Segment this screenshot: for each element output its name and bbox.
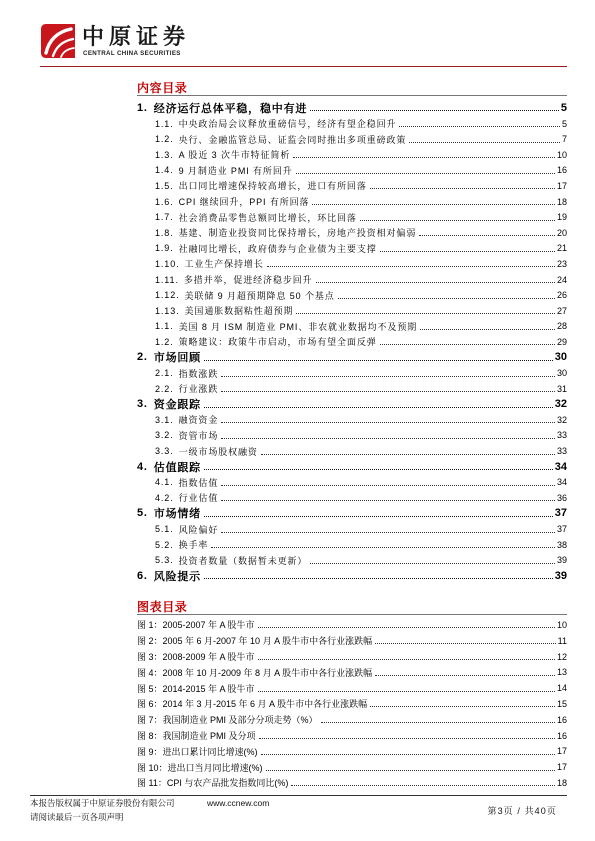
toc-leader — [221, 532, 555, 533]
toc-leader — [420, 329, 555, 330]
toc-entry-number: 5.3. — [155, 555, 174, 566]
toc-leader — [293, 157, 555, 158]
toc-entry-page: 34 — [554, 460, 567, 473]
toc-subsection-entry[interactable] — [137, 209, 567, 225]
toc-entry-title: 指数估值 — [178, 477, 219, 488]
toc-entry-page: 18 — [556, 196, 567, 207]
toc-entry-number: 5.1. — [155, 524, 174, 535]
toc-leader — [204, 578, 553, 579]
toc-entry-number: 1.12. — [155, 290, 180, 301]
figure-entry-title: 图 2：2005 年 6 月-2007 年 10 月 A 股牛市中各行业涨跌幅 — [137, 636, 373, 647]
figure-entry[interactable] — [137, 743, 567, 759]
toc-subsection-entry[interactable] — [137, 303, 567, 319]
figure-list-title: 图表目录 — [137, 600, 567, 615]
toc-subsection-entry[interactable] — [137, 537, 567, 553]
toc-entry-page: 36 — [556, 492, 567, 503]
toc-leader — [316, 282, 555, 283]
toc-entry-page: 7 — [561, 134, 567, 145]
figure-leader — [375, 675, 555, 676]
toc-entry-title: 风险提示 — [153, 570, 201, 583]
toc-entry-page: 23 — [556, 258, 567, 269]
figure-entry-page: 18 — [556, 777, 567, 788]
toc-subsection-entry[interactable] — [137, 287, 567, 303]
toc-entry-number: 1.5. — [155, 180, 174, 191]
figure-leader — [370, 706, 555, 707]
toc-entry-title: 风险偏好 — [178, 524, 219, 535]
toc-entry-number: 1.2. — [155, 134, 174, 145]
figure-leader — [259, 738, 555, 739]
toc-leader — [409, 142, 560, 143]
toc-leader — [310, 563, 555, 564]
toc-leader — [204, 407, 553, 408]
figure-entry[interactable] — [137, 617, 567, 633]
toc-subsection-entry[interactable] — [137, 194, 567, 210]
toc-leader — [380, 251, 555, 252]
toc-entry-title: 社融同比增长，政府债券与企业债为主要支撑 — [178, 243, 377, 254]
toc-entry-title: 换手率 — [178, 540, 209, 551]
toc-entry-title: 估值跟踪 — [153, 461, 201, 474]
toc-subsection-entry[interactable] — [137, 334, 567, 350]
toc-entry-number: 3.3. — [155, 446, 174, 457]
toc-entry-title: 中央政治局会议释放重磅信号，经济有望企稳回升 — [178, 119, 397, 130]
toc-entry-number: 2. — [137, 351, 148, 364]
toc-leader — [221, 391, 555, 392]
toc-entry-title: 工业生产保持增长 — [184, 259, 264, 270]
figure-leader — [258, 627, 555, 628]
toc-subsection-entry[interactable] — [137, 474, 567, 490]
toc-subsection-entry[interactable] — [137, 116, 567, 132]
toc-entry-title: CPI 继续回升，PPI 有所回落 — [178, 197, 310, 208]
toc-entry-number: 2.2. — [155, 383, 174, 394]
figure-leader — [258, 691, 555, 692]
toc-entry-page: 29 — [556, 336, 567, 347]
toc-entry-page: 17 — [556, 180, 567, 191]
figure-entry[interactable] — [137, 728, 567, 744]
toc-entry-title: 美联储 9 月超预期降息 50 个基点 — [184, 290, 335, 301]
toc-leader — [310, 110, 559, 111]
toc-entry-page: 5 — [561, 118, 567, 129]
toc-entry-page: 30 — [554, 351, 567, 364]
toc-leader — [360, 220, 555, 221]
toc-leader — [380, 344, 555, 345]
toc-leader — [221, 422, 555, 423]
toc-leader — [211, 547, 555, 548]
toc-entry-title: 9 月制造业 PMI 有所回升 — [178, 165, 293, 176]
toc-entry-title: 融资资金 — [178, 415, 219, 426]
figure-leader — [321, 722, 555, 723]
toc-subsection-entry[interactable] — [137, 163, 567, 179]
toc-entry-page: 24 — [556, 274, 567, 285]
toc-entry-number: 3.1. — [155, 414, 174, 425]
toc-entry-title: 投资者数量（数据暂未更新） — [178, 555, 308, 566]
toc-leader — [221, 438, 555, 439]
toc-entry-page: 16 — [556, 165, 567, 176]
toc-entry-number: 1.9. — [155, 243, 174, 254]
toc-entry-number: 2.1. — [155, 368, 174, 379]
page-indicator: 第3页 / 共40页 — [487, 806, 557, 816]
figure-leader — [266, 770, 555, 771]
toc-subsection-entry[interactable] — [137, 225, 567, 241]
toc-section-entry[interactable] — [137, 459, 567, 475]
toc-entry-title: 经济运行总体平稳，稳中有进 — [153, 102, 308, 115]
toc-leader — [399, 126, 560, 127]
toc-entry-number: 1.2. — [155, 336, 174, 347]
toc-entry-page: 39 — [554, 569, 567, 582]
toc-entry-title: 一级市场股权融资 — [178, 446, 258, 457]
toc-entry-page: 32 — [556, 414, 567, 425]
toc-entry-title: 资管市场 — [178, 430, 219, 441]
figure-entry-title: 图 10：进出口当月同比增速(%) — [137, 762, 263, 773]
toc-section-entry[interactable] — [137, 396, 567, 412]
toc-subsection-entry[interactable] — [137, 319, 567, 335]
figure-entry-title: 图 11：CPI 与农产品批发指数同比(%) — [137, 778, 289, 789]
toc-entry-page: 20 — [556, 227, 567, 238]
figure-entry-title: 图 6：2014 年 3 月-2015 年 6 月 A 股牛市中各行业涨跌幅 — [137, 699, 368, 710]
toc-leader — [267, 266, 555, 267]
figure-entry-title: 图 3：2008-2009 年 A 股牛市 — [137, 652, 255, 663]
figure-leader — [258, 659, 555, 660]
toc-subsection-entry[interactable] — [137, 381, 567, 397]
toc-leader — [370, 188, 555, 189]
toc-entry-number: 5.2. — [155, 539, 174, 550]
toc-leader — [338, 298, 555, 299]
toc-subsection-entry[interactable] — [137, 147, 567, 163]
toc-subsection-entry[interactable] — [137, 241, 567, 257]
toc-entry-title: 行业估值 — [178, 493, 219, 504]
copyright-notice: 本报告版权属于中原证券股份有限公司 — [30, 798, 175, 808]
figure-leader — [291, 785, 555, 786]
toc-entry-page: 33 — [556, 446, 567, 457]
toc-subsection-entry[interactable] — [137, 412, 567, 428]
toc-entry-title: 美国 8 月 ISM 制造业 PMI、非农就业数据均不及预期 — [178, 321, 418, 332]
toc-entry-page: 38 — [556, 539, 567, 550]
toc-entry-page: 28 — [556, 321, 567, 332]
toc-entry-page: 21 — [556, 243, 567, 254]
toc-subsection-entry[interactable] — [137, 443, 567, 459]
logo-name-cn: 中原证券 — [82, 24, 191, 50]
toc-leader — [204, 360, 553, 361]
toc-entry-number: 1.8. — [155, 227, 174, 238]
figure-entry[interactable] — [137, 633, 567, 649]
toc-entry-number: 1.1. — [155, 321, 174, 332]
toc-leader — [296, 313, 555, 314]
toc-subsection-entry[interactable] — [137, 428, 567, 444]
figure-entry-page: 17 — [556, 746, 567, 757]
toc-entry-page: 27 — [556, 305, 567, 316]
toc-entry-number: 1.3. — [155, 149, 174, 160]
toc-section-entry[interactable] — [137, 100, 567, 116]
toc-entry-number: 1.7. — [155, 212, 174, 223]
toc-entry-page: 30 — [556, 368, 567, 379]
figure-entry-page: 12 — [556, 651, 567, 662]
toc-entry-title: 市场情绪 — [153, 508, 201, 521]
figure-entry[interactable] — [137, 696, 567, 712]
logo-name-en: CENTRAL CHINA SECURITIES — [83, 50, 181, 57]
toc-entry-number: 1.4. — [155, 165, 174, 176]
figure-entry[interactable] — [137, 775, 567, 791]
toc-entry-page: 5 — [560, 101, 567, 114]
figure-leader — [261, 754, 555, 755]
toc-entry-number: 5. — [137, 507, 148, 520]
toc-subsection-entry[interactable] — [137, 178, 567, 194]
toc-subsection-entry[interactable] — [137, 490, 567, 506]
toc-entry-title: 市场回顾 — [153, 352, 201, 365]
toc-entry-number: 4.2. — [155, 492, 174, 503]
toc-entry-page: 33 — [556, 430, 567, 441]
toc-entry-page: 39 — [556, 555, 567, 566]
figure-entry-page: 13 — [556, 667, 567, 678]
toc-entry-number: 6. — [137, 569, 148, 582]
figure-leader — [375, 643, 556, 644]
toc-entry-page: 37 — [554, 507, 567, 520]
toc-entry-title: A 股近 3 次牛市特征简析 — [178, 150, 291, 161]
toc-list — [137, 100, 567, 583]
toc-entry-number: 1.13. — [155, 305, 180, 316]
toc-title: 内容目录 — [137, 81, 567, 96]
figure-entry-page: 17 — [556, 762, 567, 773]
figure-entry[interactable] — [137, 664, 567, 680]
toc-leader — [221, 500, 555, 501]
toc-section-entry[interactable] — [137, 506, 567, 522]
toc-entry-title: 资金跟踪 — [153, 399, 201, 412]
toc-entry-page: 19 — [556, 212, 567, 223]
toc-leader — [204, 516, 553, 517]
toc-entry-page: 26 — [556, 290, 567, 301]
toc-subsection-entry[interactable] — [137, 365, 567, 381]
toc-entry-number: 1.10. — [155, 258, 180, 269]
figure-entry-title: 图 9：进出口累计同比增速(%) — [137, 746, 258, 757]
company-logo-icon — [40, 23, 76, 59]
figure-entry-title: 图 7：我国制造业 PMI 及部分分项走势（%） — [137, 715, 318, 726]
figure-entry-title: 图 8：我国制造业 PMI 及分项 — [137, 731, 256, 742]
figure-entry[interactable] — [137, 712, 567, 728]
toc-entry-number: 4.1. — [155, 477, 174, 488]
toc-entry-number: 1.6. — [155, 196, 174, 207]
toc-leader — [261, 454, 555, 455]
figure-entry-page: 15 — [556, 698, 567, 709]
toc-entry-title: 央行、金融监管总局、证监会同时推出多项重磅政策 — [178, 134, 407, 145]
footer-divider — [30, 795, 567, 796]
figure-entry-page: 10 — [556, 619, 567, 630]
toc-entry-number: 3.2. — [155, 430, 174, 441]
toc-entry-page: 34 — [556, 477, 567, 488]
toc-leader — [312, 204, 555, 205]
toc-entry-title: 指数涨跌 — [178, 368, 219, 379]
toc-leader — [419, 235, 555, 236]
figure-entry[interactable] — [137, 649, 567, 665]
toc-entry-page: 32 — [554, 398, 567, 411]
figure-entry[interactable] — [137, 759, 567, 775]
toc-leader — [221, 485, 555, 486]
toc-subsection-entry[interactable] — [137, 552, 567, 568]
toc-entry-title: 出口同比增速保持较高增长，进口有所回落 — [178, 181, 367, 192]
toc-entry-title: 策略建议：政策牛市启动，市场有望全面反弹 — [178, 337, 377, 348]
toc-entry-number: 1.11. — [155, 274, 179, 285]
toc-entry-title: 美国通胀数据粘性超预期 — [184, 306, 294, 317]
toc-entry-page: 31 — [556, 383, 567, 394]
toc-leader — [221, 376, 555, 377]
toc-entry-page: 10 — [556, 149, 567, 160]
toc-entry-number: 3. — [137, 398, 148, 411]
disclaimer-notice: 请阅读最后一页各项声明 — [30, 812, 124, 822]
toc-entry-title: 行业涨跌 — [178, 384, 219, 395]
toc-entry-title: 社会消费品零售总额同比增长，环比回落 — [178, 212, 357, 223]
toc-subsection-entry[interactable] — [137, 131, 567, 147]
toc-subsection-entry[interactable] — [137, 521, 567, 537]
toc-leader — [296, 173, 555, 174]
toc-subsection-entry[interactable] — [137, 256, 567, 272]
toc-subsection-entry[interactable] — [137, 272, 567, 288]
toc-section-entry[interactable] — [137, 350, 567, 366]
toc-entry-number: 1.1. — [155, 118, 174, 129]
figure-entry[interactable] — [137, 680, 567, 696]
toc-entry-title: 多措并举，促进经济稳步回升 — [183, 275, 313, 286]
header-divider — [40, 66, 567, 67]
figure-entry-page: 16 — [556, 730, 567, 741]
toc-leader — [204, 469, 553, 470]
toc-entry-page: 37 — [556, 524, 567, 535]
figure-entry-title: 图 4：2008 年 10 月-2009 年 8 月 A 股牛市中各行业涨跌幅 — [137, 667, 373, 678]
toc-entry-number: 1. — [137, 101, 148, 114]
figure-list — [137, 617, 567, 791]
figure-entry-page: 11 — [557, 635, 567, 646]
figure-entry-title: 图 1：2005-2007 年 A 股牛市 — [137, 620, 255, 631]
toc-section-entry[interactable] — [137, 568, 567, 584]
website-link[interactable]: www.ccnew.com — [207, 798, 270, 808]
figure-entry-page: 16 — [556, 714, 567, 725]
figure-entry-title: 图 5：2014-2015 年 A 股牛市 — [137, 683, 255, 694]
toc-entry-title: 基建、制造业投资同比保持增长，房地产投资相对偏弱 — [178, 228, 417, 239]
toc-entry-number: 4. — [137, 460, 148, 473]
figure-entry-page: 14 — [556, 683, 567, 694]
